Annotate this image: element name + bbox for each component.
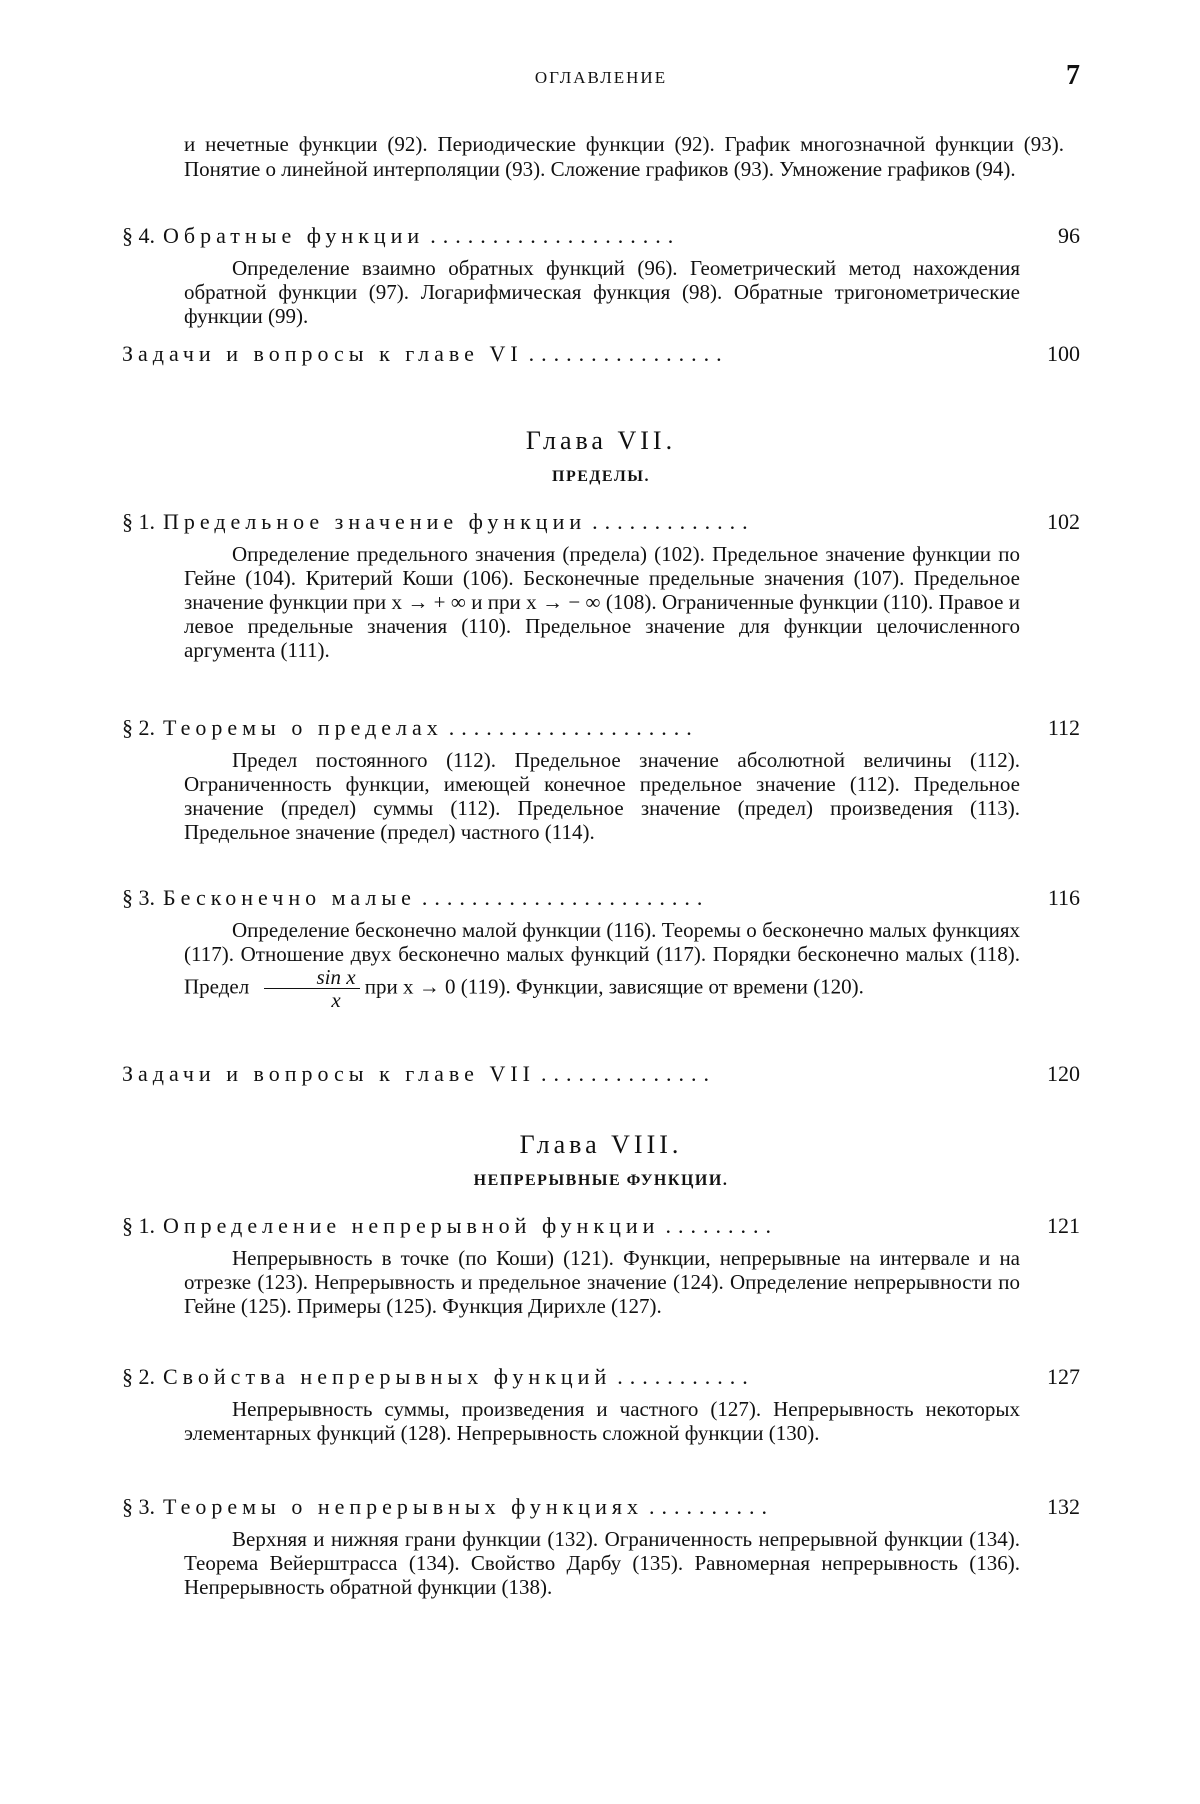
description-part-1: Определение бесконечно малой функции (116). Теоремы о бесконечно малых функциях (117). Отношение двух бесконечно малых функций (117). Порядки бесконечно малых (118). Предел (184, 918, 1020, 999)
page-ref: 127 (1047, 1364, 1080, 1389)
section-description: Определение взаимно обратных функций (96). Геометрический метод нахождения обратной функции (97). Логарифмическая функция (98). Обратные тригонометрические функции (99). (184, 256, 1020, 328)
section-description: Определение предельного значения (предела) (102). Предельное значение функции по Гейне (104). Критерий Коши (106). Бесконечные предельные значения (107). Предельное значение функции при x → + ∞ и при x → − ∞ (108). Ограниченные функции (110). Правое и левое предельные значения (110). Предельное значение для функции целочисленного аргумента (111). (184, 542, 1020, 662)
toc-entry-ch7-sec1[interactable] (122, 508, 1080, 662)
dot-leader: ................ (528, 341, 729, 366)
running-head (122, 0, 1080, 120)
section-title: Определение непрерывной функции (163, 1213, 660, 1238)
fraction-numerator: sin x (264, 966, 359, 989)
page-ref: 100 (1047, 341, 1080, 366)
dot-leader: .................... (448, 715, 699, 740)
section-description (184, 918, 1020, 1011)
chapter-heading-7 (122, 426, 1080, 486)
section-description: Непрерывность суммы, произведения и частного (127). Непрерывность некоторых элементарных функций (128). Непрерывность сложной функции (130). (184, 1397, 1020, 1445)
chapter-title: НЕПРЕРЫВНЫЕ ФУНКЦИИ. (473, 1172, 729, 1189)
section-symbol: § 2. (122, 1364, 155, 1389)
page-ref: 120 (1047, 1061, 1080, 1086)
section-symbol: § 2. (122, 715, 155, 740)
toc-entry-ch8-sec2[interactable] (122, 1363, 1080, 1445)
dot-leader: ......... (665, 1213, 778, 1238)
chapter-label: Глава VIII. (519, 1130, 683, 1159)
page-ref: 112 (1047, 715, 1080, 740)
toc-entry-ch8-sec3[interactable] (122, 1493, 1080, 1599)
fraction-denominator: x (331, 988, 341, 1012)
page-number: 7 (1066, 60, 1080, 91)
toc-entry-ch7-sec3[interactable] (122, 884, 1080, 1011)
section-title: Обратные функции (163, 223, 425, 248)
dot-leader: .................... (430, 223, 681, 248)
page-ref: 116 (1047, 885, 1080, 910)
description-part-2: при x → 0 (119). Функции, зависящие от времени (120). (364, 974, 864, 999)
dot-leader: .............. (540, 1061, 716, 1086)
running-title: ОГЛАВЛЕНИЕ (534, 68, 668, 87)
section-description: Непрерывность в точке (по Коши) (121). Функции, непрерывные на интервале и на отрезке (123). Непрерывность и предельное значение (124). Определение непрерывности по Гейне (125). Примеры (125). Функция Дирихле (127). (184, 1246, 1020, 1318)
section-title: Предельное значение функции (163, 509, 587, 534)
dot-leader: ....................... (421, 885, 710, 910)
questions-title: Задачи и вопросы к главе VI (122, 341, 523, 366)
section-description: Верхняя и нижняя грани функции (132). Ограниченность непрерывной функции (134). Теорема Вейерштрасса (134). Свойство Дарбу (135). Равномерная непрерывность (136). Непрерывность обратной функции (138). (184, 1527, 1020, 1599)
toc-entry-ch7-questions[interactable] (122, 1060, 1080, 1088)
chapter-title: ПРЕДЕЛЫ. (552, 468, 650, 485)
toc-page (122, 0, 1080, 1599)
dot-leader: .......... (648, 1494, 774, 1519)
toc-entry-ch8-sec1[interactable] (122, 1212, 1080, 1318)
page-ref: 132 (1047, 1494, 1080, 1519)
section-symbol: § 4. (122, 223, 155, 248)
page-ref: 96 (1058, 223, 1080, 248)
section-title: Теоремы о непрерывных функциях (163, 1494, 643, 1519)
section-symbol: § 1. (122, 509, 155, 534)
toc-entry-ch7-sec2[interactable] (122, 714, 1080, 844)
section-title: Теоремы о пределах (163, 715, 443, 740)
section-description: Предел постоянного (112). Предельное значение абсолютной величины (112). Ограниченность функции, имеющей конечное предельное значение (112). Предельное значение (предел) суммы (112). Предельное значение (предел) произведения (113). Предельное значение (предел) частного (114). (184, 748, 1020, 844)
questions-title: Задачи и вопросы к главе VII (122, 1061, 535, 1086)
dot-leader: ........... (617, 1364, 755, 1389)
continuation-text: и нечетные функции (92). Периодические функции (92). График многозначной функции (93). Понятие о линейной интерполяции (93). Сложение графиков (93). Умножение графиков (94). (184, 132, 1064, 181)
chapter-label: Глава VII. (525, 426, 677, 455)
chapter-heading-8 (122, 1130, 1080, 1190)
toc-entry-ch6-questions[interactable] (122, 340, 1080, 368)
section-symbol: § 3. (122, 885, 155, 910)
section-title: Бесконечно малые (163, 885, 416, 910)
section-symbol: § 3. (122, 1494, 155, 1519)
page-ref: 102 (1047, 509, 1080, 534)
toc-entry-ch6-sec4[interactable] (122, 222, 1080, 328)
fraction-sinx-over-x (264, 966, 359, 1011)
section-symbol: § 1. (122, 1213, 155, 1238)
page-ref: 121 (1047, 1213, 1080, 1238)
dot-leader: ............. (592, 509, 755, 534)
section-title: Свойства непрерывных функций (163, 1364, 612, 1389)
